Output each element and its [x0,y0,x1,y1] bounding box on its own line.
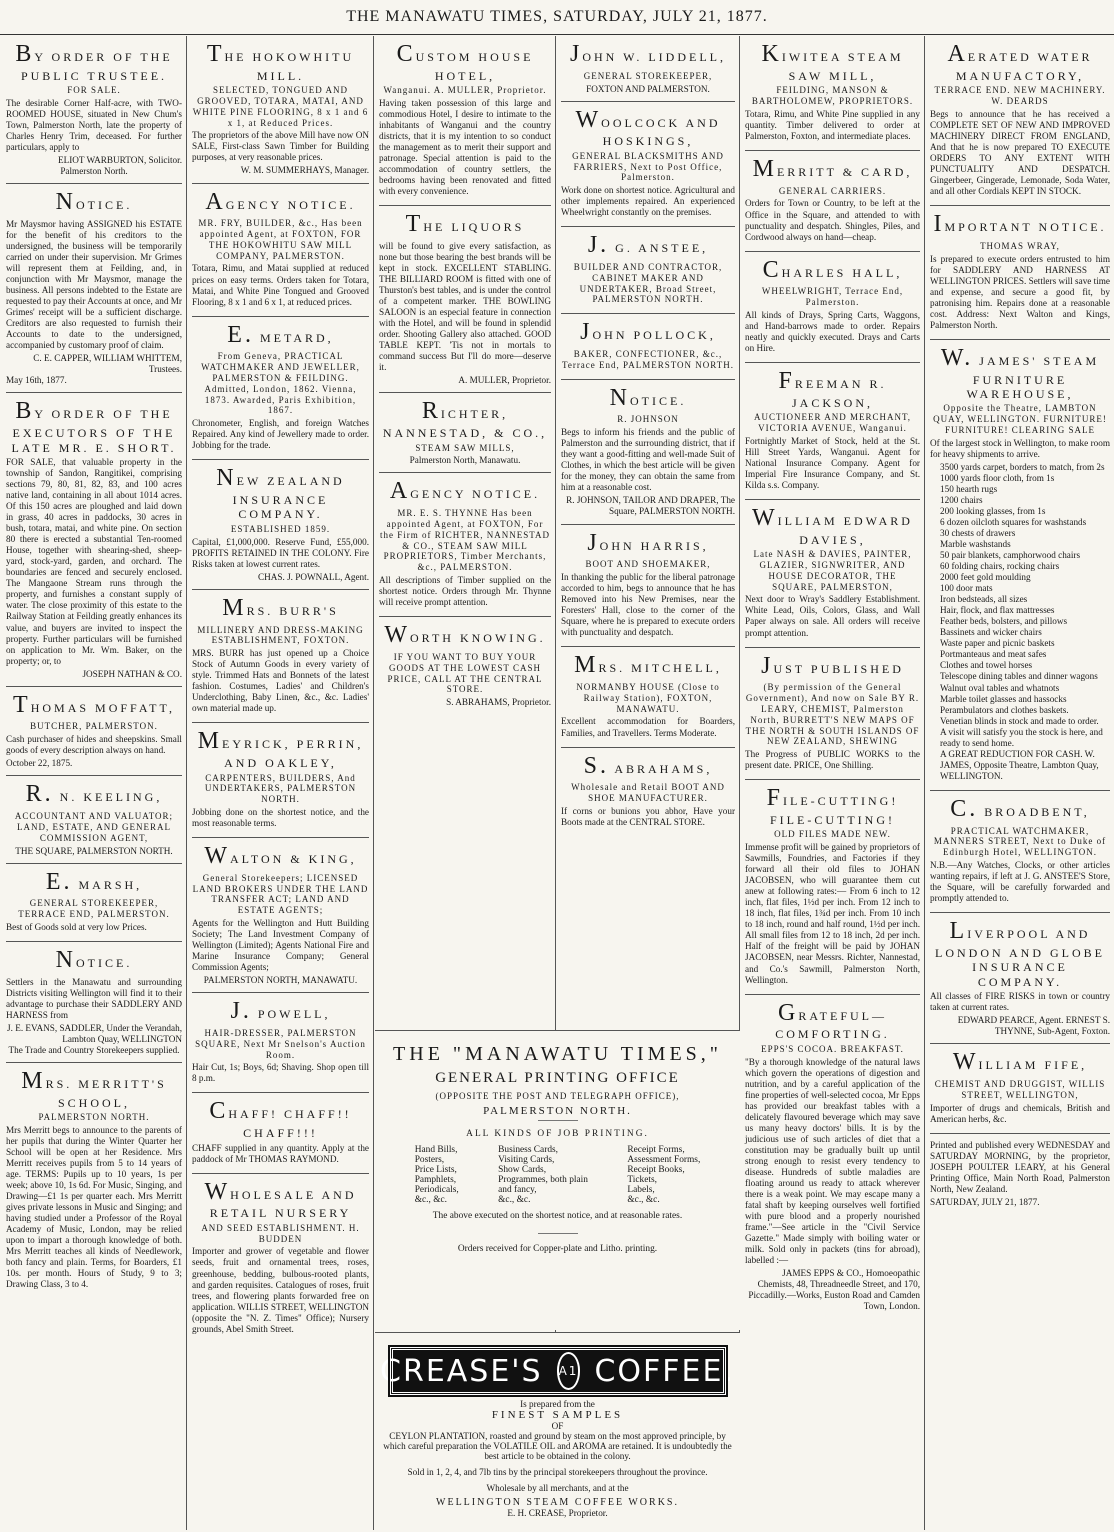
ad-place: Palmerston North, Manawatu. [409,455,521,466]
advertisement [561,525,735,648]
ad-list-item: 2000 feet gold moulding [940,572,1031,583]
ad-list-item: 6 dozen oilcloth squares for washstands [940,517,1087,528]
advertisement [745,36,920,151]
advertisement [192,36,369,184]
ad-heading: FILE-CUTTING! FILE-CUTTING! [766,785,899,827]
coffee-line-5: Sold in 1, 2, 4, and 7lb tins by the principal storekeepers throughout the province. [407,1467,708,1477]
job-item: &c., &c. [498,1195,531,1205]
advertisement [192,1093,369,1173]
ad-date: SATURDAY, JULY 21, 1877. [930,1196,1040,1207]
advertisement [6,36,182,184]
ad-heading: WORTH KNOWING. [384,622,546,649]
ad-subheading: STEAM SAW MILLS, [415,442,515,453]
advertisement [745,995,920,1319]
ad-subheading: THOMAS WRAY, [980,240,1060,251]
coffee-line-7: WELLINGTON STEAM COFFEE WORKS. [436,1497,679,1508]
ad-heading: WILLIAM EDWARD DAVIES, [752,505,913,547]
ad-body: Of the largest stock in Wellington, to make room for heavy shipments to arrive. [930,437,1110,459]
ad-heading: THE LIQUORS [405,211,525,238]
ad-heading: NOTICE. [55,189,133,216]
coffee-line-4: CEYLON PLANTATION, roasted and ground by steam on the most approved principle, by which careful preparation the VOLATILE OIL and AROMA are retained. It is undoubtedly the best article to be obtained in the colony. [383,1431,732,1461]
advertisement [192,460,369,590]
advertisement [561,380,735,525]
ad-heading: NOTICE. [609,384,687,411]
ad-heading: MERRITT & CARD, [752,155,913,182]
ad-subheading: AUCTIONEER AND MERCHANT, VICTORIA AVENUE, Wanganui. [753,412,912,434]
ad-body: Totara, Rimu, and White Pine supplied in any quantity. Timber delivered to order at Palmerston, Foxton, and intermediate places. [745,108,920,141]
advertisement [561,227,735,314]
column-2 [188,36,374,1530]
advertisement [379,393,551,473]
ad-list-item: Walnut oval tables and whatnots [940,682,1060,693]
advertisement [6,184,182,393]
crease-coffee-ad [375,1332,740,1530]
ad-heading: MRS. MITCHELL, [574,652,722,679]
ad-list-item: Clothes and towel horses [940,660,1033,671]
advertisement [192,838,369,993]
ad-subheading: General Storekeepers; LICENSED LAND BROKERS UNDER THE LAND TRANSFER ACT; LAND AND ESTATE AGENTS; [192,872,369,916]
advertisement [930,1044,1110,1133]
job-item: Price Lists, [414,1165,457,1175]
job-item: Labels, [627,1185,655,1195]
coffee-line-8: E. H. CREASE, Proprietor. [507,1508,608,1518]
ad-heading: MRS. BURR'S [222,594,339,621]
ad-heading: R. N. KEELING, [25,781,163,808]
ad-place: Palmerston North. [60,166,128,177]
ad-body: Jobbing done on the shortest notice, and the most reasonable terms. [192,806,369,828]
ad-body: Next door to Wray's Saddlery Establishment. White Lead, Oils, Colors, Glass, and Wall Paper always on sale. All orders will receive prompt attention. [745,594,920,638]
ad-subheading: MR. E. S. THYNNE Has been appointed Agent, at FOXTON, For the Firm of RICHTER, NANNESTAD & CO., STEAM SAW MILL PROPRIETORS, Timber Merchants, &c., PALMERSTON. [379,508,551,573]
ad-heading: J. G. ANSTEE, [587,232,709,259]
advertisement [745,500,920,648]
advertisement [6,393,182,686]
ad-subheading: (By permission of the General Government), And now on Sale BY R. LEARY, CHEMIST, Palmerston North, BURRETT'S NEW MAPS OF THE NORTH & SOUTH ISLANDS OF NEW ZEALAND, SHEWING [745,682,920,747]
ad-body: Excellent accommodation for Boarders, Families, and Travellers. Terms Moderate. [561,716,735,738]
ad-body: Best of Goods sold at very low Prices. [6,921,147,932]
ad-body: Importer of drugs and chemicals, British and American herbs, &c. [930,1102,1110,1124]
ad-signature: R. JOHNSON, TAILOR AND DRAPER, The Square, PALMERSTON NORTH. [566,495,735,517]
job-item: Periodicals, [414,1185,459,1195]
ad-subheading: CHEMIST AND DRUGGIST, WILLIS STREET, WELLINGTON, [934,1078,1106,1100]
ad-body: The desirable Corner Half-acre, with TWO-ROOMED HOUSE, situated in New Chum's Town, Palmerston North, late the property of Charles Henry Trim, deceased. For further particulars, apply to [6,97,182,153]
advertisement [745,648,920,781]
printing-place: PALMERSTON NORTH. [483,1105,632,1117]
coffee-line-3: OF [551,1421,564,1431]
advertisement [561,647,735,747]
ad-subheading: OLD FILES MADE NEW. [774,829,891,840]
job-item: Posters, [414,1155,445,1165]
job-item: Assessment Forms, [627,1155,701,1165]
job-item: Business Cards, [498,1145,559,1155]
ad-heading: CHARLES HALL, [762,256,903,283]
ad-list [930,462,1110,782]
ad-subheading: BUILDER AND CONTRACTOR, CABINET MAKER AND UNDERTAKER, Broad Street, PALMERSTON NORTH. [573,262,723,305]
ad-subheading: GENERAL STOREKEEPER, [583,70,713,81]
ad-heading: BY ORDER OF THE PUBLIC TRUSTEE. [15,41,173,83]
ad-subheading: HAIR-DRESSER, PALMERSTON SQUARE, Next Mr Snelson's Auction Room. [195,1027,366,1060]
advertisement [192,590,369,724]
ad-heading: AGENCY NOTICE. [205,188,356,215]
ad-list-item: A GREAT REDUCTION FOR CASH. W. JAMES, Opposite Theatre, Lambton Quay, WELLINGTON. [940,748,1099,781]
job-item: Visiting Cards, [498,1155,555,1165]
ad-subheading: IF YOU WANT TO BUY YOUR GOODS AT THE LOWEST CASH PRICE, CALL AT THE CENTRAL STORE. [387,651,543,695]
ad-heading: GRATEFUL—COMFORTING. [775,999,890,1042]
ad-body: Settlers in the Manawatu and surrounding Districts visiting Wellington will find it to their advantage to purchase their SADDLERY AND HARNESS from [6,976,182,1020]
advertisement [561,102,735,228]
ad-signature: JAMES EPPS & CO., Homoeopathic Chemists, 48, Threadneedle Street, and 170, Piccadilly.—Works, Euston Road and Camden Town, London. [748,1268,920,1312]
ad-body: Mr Maysmor having ASSIGNED his ESTATE for the benefit of his creditors to the undersigned, the business will be temporarily carried on under their supervision. Mr Grimes will represent them at Feilding, and, in conjunction with Mr Maysmor, manage the business. All persons indebted to the Estate are requested to pay their Accounts at once, and Mr Grimes' receipt will be a sufficient discharge. Creditors are also requested to furnish their Accounts to date to the undersigned, accompanied by customary proof of claim. [6,219,182,351]
ad-signature: A. MULLER, Proprietor. [458,375,551,386]
ad-list-item: 200 looking glasses, from 1s [940,506,1046,516]
advertisement [379,36,551,206]
ad-subheading: MILLINERY AND DRESS-MAKING ESTABLISHMENT, FOXTON. [197,624,364,646]
ad-body: Begs to inform his friends and the public of Palmerston and the surrounding district, that if they want a good-fitting and well-made Suit of Clothes, in which the best article will be given for the money, they can obtain the same from him at a reasonable cost. [561,427,735,493]
column-1 [2,36,187,1530]
ad-heading: AGENCY NOTICE. [389,478,541,505]
ad-heading: JOHN W. LIDDELL, [570,41,726,67]
ad-heading: NOTICE. [55,947,133,973]
ad-body: If corns or bunions you abhor, Have your Boots made at the CENTRAL STORE. [561,805,735,827]
ad-subheading: CARPENTERS, BUILDERS, And UNDERTAKERS, PALMERSTON NORTH. [204,772,357,805]
ad-body: Having taken possession of this large and commodious Hotel, I desire to intimate to the inhabitants of Wanganui and the country districts, that it is my intention to so conduct the management as to merit their support and patronage. Special attention is paid to the accommodation of country settlers, the bedrooms having been renovated and fitted with every convenience. [379,97,551,197]
ad-list-item: 60 folding chairs, rocking chairs [940,561,1060,572]
ad-heading: WALTON & KING, [204,843,357,869]
advertisement [6,942,182,1063]
ad-subheading: SELECTED, TONGUED AND GROOVED, TOTARA, MATAI, AND WHITE PINE FLOORING, 8 x 1 and 6 x 1, at Reduced Prices. [192,85,369,128]
advertisement [930,340,1110,791]
ad-body: In thanking the public for the liberal patronage accorded to him, begs to announce that he has Removed into his New Premises, near the Foresters' Hall, close to the corner of the Square, where he is prepared to execute orders with punctuality and despatch. [561,572,735,638]
ad-list-item: Hair, flock, and flax mattresses [940,605,1055,616]
ad-heading: JOHN POLLOCK, [580,319,716,346]
ad-subheading: ESTABLISHED 1859. [230,523,331,534]
ad-subheading: FEILDING, MANSON & BARTHOLOMEW, PROPRIETORS. [751,85,914,106]
ad-body: Orders for Town or Country, to be left at the Office in the Square, and attended to with punctuality and despatch. Shingles, Piles, and Cordwood always on hand—cheap. [745,198,920,242]
masthead: THE MANAWATU TIMES, SATURDAY, JULY 21, 1877. [0,0,1114,35]
advertisement [192,723,369,838]
ad-list-item: 100 door mats [940,583,993,594]
coffee-banner-right: COFFEE. [594,1353,735,1389]
job-list-col-b [498,1145,588,1205]
advertisement [561,314,735,379]
ad-subheading: From Geneva, PRACTICAL WATCHMAKER AND JEWELLER, PALMERSTON & FEILDING. Admitted, London, 1862. Vienna, 1873. Awarded, Paris Exhibition, 1867. [201,351,360,416]
ad-body: "By a thorough knowledge of the natural laws which govern the operations of digestion and nutrition, and by a careful application of the fine properties of well-selected cocoa, Mr Epps has provided our breakfast tables with a delicately flavoured beverage which may save us many heavy doctors' bills. It is by the judicious use of such articles of diet that a constitution may be gradually built up until strong enough to resist every tendency to disease. Hundreds of subtle maladies are floating around us ready to attack wherever there is a weak point. We may escape many a fatal shaft by keeping ourselves well fortified with pure blood and a properly nourished frame."—See article in the "Civil Service Gazette." Made simply with boiling water or milk. Sold only in packets (tins for abroad), labelled :— [745,1056,920,1266]
advertisement [745,151,920,252]
ad-heading: E. MARSH, [45,868,143,895]
advertisement [379,206,551,393]
ad-subheading: ACCOUNTANT AND VALUATOR; LAND, ESTATE, AND GENERAL COMMISSION AGENT, [14,811,174,843]
ad-list-item: 50 pair blankets, camphorwood chairs [940,550,1081,561]
ad-list-item: Venetian blinds in stock and made to order. [940,715,1099,726]
job-item: Receipt Books, [627,1165,685,1175]
ad-heading: W. JAMES' STEAM FURNITURE WAREHOUSE, [940,344,1100,402]
ad-signature: JOSEPH NATHAN & CO. [82,668,182,679]
job-item: &c., &c. [414,1195,447,1205]
ad-subheading: PALMERSTON NORTH. [38,1112,150,1123]
ad-heading: CUSTOM HOUSE HOTEL, [396,41,534,83]
ad-subheading: Wholesale and Retail BOOT AND SHOE MANUFACTURER. [571,782,725,804]
ad-body: All descriptions of Timber supplied on the shortest notice. Orders through Mr. Thynne will receive prompt attention. [379,575,551,608]
ad-signature: C. E. CAPPER, WILLIAM WHITTEM, Trustees. [33,353,182,375]
coffee-banner-left: CREASE'S [380,1353,543,1389]
advertisement [379,617,551,714]
ad-heading: WHOLESALE AND RETAIL NURSERY [204,1178,357,1221]
column-5 [741,36,925,1530]
ad-signature: W. M. SUMMERHAYS, Manager. [240,165,369,176]
job-item: Pamphlets, [414,1175,457,1185]
ad-place: THE SQUARE, PALMERSTON NORTH. [15,845,173,856]
ad-body: MRS. BURR has just opened up a Choice Stock of Autumn Goods in every variety of style. Trimmed Hats and Bonnets of the latest fashion. Costumes, Ladies' and Children's Underclothing, Baby Linen, &c., &c. Ladies' own material made up. [192,648,369,714]
job-item: Hand Bills, [414,1145,458,1155]
coffee-banner [380,1347,735,1395]
ad-signature: CHAS. J. POWNALL, Agent. [257,571,369,582]
coffee-line-2: FINEST SAMPLES [491,1409,624,1421]
ad-heading: MRS. MERRITT'S SCHOOL, [21,1068,167,1110]
advertisement [6,776,182,863]
advertisement [745,780,920,994]
ad-body: Begs to announce that he has received a COMPLETE SET OF NEW AND IMPROVED MACHINERY DIRECT FROM ENGLAND, And that he is now prepared TO EXECUTE ORDERS TO ANY EXTENT WITH PUNCTUALITY AND DESPATCH. Gingerbeer, Gingerade, Lemonade, Soda Water, and all other Cordials KEPT IN STOCK. [930,108,1110,196]
job-item: and fancy, [498,1185,537,1195]
ad-heading: THE HOKOWHITU MILL. [206,41,355,83]
ad-subheading: WHEELWRIGHT, Terrace End, Palmerston. [761,286,904,308]
printing-office-ad [375,1030,740,1330]
advertisement [6,864,182,942]
ad-list-item: A visit will satisfy you the stock is here, and ready to send home. [940,726,1103,748]
ad-heading: E. METARD, [227,321,334,348]
ad-heading: THOMAS MOFFATT, [13,691,175,718]
column-6 [926,36,1114,1530]
ad-place: The Trade and Country Storekeepers supplied. [8,1044,180,1055]
ad-body: Is prepared to execute orders entrusted to him for SADDLERY AND HARNESS AT WELLINGTON PRICES. Settlers will save time and expense, and secure a good fit, by patronising him. Repairs done at a reasonable cost. Address: Next Walton and Kings, Palmerston North. [930,253,1110,330]
ad-heading: CHAFF! CHAFF!! CHAFF!!! [209,1098,352,1141]
ad-body: Immense profit will be gained by proprietors of Sawmills, Foundries, and Factories if they forward all their old files to JOHAN JACOBSEN, who will guarantee them cut anew at following rates:— From 6 inch to 12 inch, flat files, 1½d per inch. From 12 inch to 18 inch, flat files, 1¾d per inch. From 10 inch to 18 inch, round and half round, 1½d per inch. All small files from 12 to 18 inch, 2d per inch. Half of the freight will be paid by JOHAN JACOBSEN, near Messrs. Richter, Nannestad, and Co.'s Sawmill, Palmerston North, Wellington. [745,842,920,985]
ad-body: N.B.—Any Watches, Clocks, or other articles wanting repairs, if left at J. G. ANSTEE'S Store, the Square, will be carefully forwarded and promptly attended to. [930,859,1110,904]
advertisement [745,363,920,500]
ad-list-item: Feather beds, bolsters, and pillows [940,616,1068,627]
printing-note: The above executed on the shortest notice, and at reasonable rates. [432,1211,683,1221]
ad-body: FOR SALE, that valuable property in the township of Sandon, Rangitikei, comprising sections 79, 80, 81, 82, 83, and 100 acres native land, containing in all about 1014 acres. Of this 150 acres are ploughed and laid down in grass, 40 acres in paddocks, 30 acres in bush, totara, matai, and white pine. On section 80 there is erected a substantial Ten-roomed House, together with shearing-shed, sheep-yard, stock-yard, garden, and orchard. The boundaries are fenced and securely enclosed. The Mangaone Stream runs through the property, and furnishes a constant supply of water. The close proximity of this estate to the Railway Station at Feilding greatly enhances its value, and buyers are invited to inspect the property. Further particulars will be furnished on application to Mr. Wm. Baker, on the property; or, to [6,457,182,666]
ad-body: CHAFF supplied in any quantity. Apply at the paddock of Mr THOMAS RAYMOND. [192,1142,369,1164]
ad-list-item: 1200 chairs [940,494,983,505]
ad-date: October 22, 1875. [6,758,73,769]
advertisement [192,993,369,1093]
ad-list-item: 30 chests of drawers [940,528,1016,539]
advertisement [192,1174,369,1343]
ad-heading: BY ORDER OF THE EXECUTORS OF THE LATE MR. E. SHORT. [11,398,177,455]
ad-subheading: GENERAL BLACKSMITHS AND FARRIERS, Next to Post Office, Palmerston. [572,150,724,183]
ad-body: will be found to give every satisfaction, as none but those bearing the best brands will be kept in stock. EXCELLENT STABLING. THE BILLIARD ROOM is fitted with one of Thurston's best tables, and is under the control of a competent marker. THE BOWLING SALOON is an especial feature in connection with the Hotel, and will be found in splendid order. Shooting Gallery also attached. GOOD TABLE KEPT. 'Tis not in mortals to command success But I'll do more—deserve it. [379,241,551,373]
job-item: Receipt Forms, [627,1145,685,1155]
job-item: Programmes, both plain [498,1175,588,1185]
ad-body: The proprietors of the above Mill have now ON SALE, First-class Sawn Timber for Building purposes, at very reasonable prices. [192,130,369,163]
ad-body: Capital, £1,000,000. Reserve Fund, £55,000. PROFITS RETAINED IN THE COLONY. Fire Risks taken at lowest current rates. [192,536,369,569]
job-list-col-c [627,1145,700,1205]
ad-heading: LIVERPOOL AND LONDON AND GLOBE INSURANCE COMPANY. [935,918,1105,989]
ad-heading: WOOLCOCK AND HOSKINGS, [575,106,721,149]
ad-subheading: AND SEED ESTABLISHMENT. H. BUDDEN [201,1222,360,1244]
ad-signature: EDWARD PEARCE, Agent. ERNEST S. THYNNE, Sub-Agent, Foxton. [957,1015,1110,1037]
ad-body: Work done on shortest notice. Agricultural and other implements repaired. An experienced Wheelwright constantly on the premises. [561,185,735,218]
ad-list-item: Marble washstands [940,539,1011,550]
advertisement [192,184,369,317]
ad-list-item: Portmanteaus and meat safes [940,649,1047,660]
ad-subheading: TERRACE END. NEW MACHINERY. W. DEARDS [934,85,1106,106]
ad-heading: FREEMAN R. JACKSON, [778,368,887,410]
ad-list-item: Marble toilet glasses and hassocks [940,693,1067,704]
coffee-line-6: Wholesale by all merchants, and at the [486,1483,629,1493]
printing-subtitle: GENERAL PRINTING OFFICE [435,1070,680,1086]
ad-list-item: 1000 yards floor cloth, from 1s [940,472,1055,483]
ad-body: All classes of FIRE RISKS in town or country taken at current rates. [930,991,1110,1013]
advertisement [379,473,551,617]
ad-subheading: MR. FRY, BUILDER, &c., Has been appointed Agent, at FOXTON, FOR THE HOKOWHITU SAW MILL COMPANY, PALMERSTON. [198,218,363,261]
ad-list-item: Waste paper and picnic baskets [940,638,1055,649]
ad-subheading: BOOT AND SHOEMAKER, [585,559,711,570]
ad-heading: AERATED WATER MANUFACTORY, [947,41,1093,83]
advertisement [192,317,369,461]
ad-subheading: EPPS'S COCOA. BREAKFAST. [761,1043,904,1054]
ad-subheading: GENERAL CARRIERS. [778,185,887,196]
job-item: &c., &c. [627,1195,660,1205]
ad-body: Chronometer, English, and foreign Watches Repaired. Any kind of Jewellery made to order. Jobbing for the trade. [192,418,369,451]
ad-heading: NEW ZEALAND INSURANCE COMPANY. [216,465,345,522]
ad-list-item: 150 hearth rugs [940,483,998,494]
ad-signature: J. E. EVANS, SADDLER, Under the Verandah, Lambton Quay, WELLINGTON [7,1022,182,1044]
ad-body: Agents for the Wellington and Hutt Building Society; The Land Investment Company of Wellington (Limited); Agents National Fire and Marine Insurance Company; General Commission Agents; [192,917,369,973]
ad-signature: ELIOT WARBURTON, Solicitor. [58,155,182,166]
ad-subheading: PRACTICAL WATCHMAKER, MANNERS STREET, Next to Duke of Edinburgh Hotel, WELLINGTON. [933,825,1107,858]
ad-place: PALMERSTON NORTH, MANAWATU. [203,975,358,986]
advertisement [930,206,1110,340]
ad-date: May 16th, 1877. [6,375,67,386]
ad-heading: C. BROADBENT, [950,795,1090,822]
ad-subheading: Opposite the Theatre, LAMBTON QUAY, WELLINGTON. FURNITURE! FURNITURE! CLEARING SALE [933,403,1107,436]
advertisement [6,687,182,777]
ad-heading: RICHTER, NANNESTAD, & CO., [382,398,548,441]
ad-heading: WILLIAM FIFE, [952,1049,1088,1076]
printing-address: (OPPOSITE THE POST AND TELEGRAPH OFFICE), [435,1091,680,1101]
ad-signature: S. ABRAHAMS, Proprietor. [446,697,551,708]
advertisement [6,1063,182,1298]
ad-body: Mrs Merritt begs to announce to the parents of her pupils that during the Winter Quarter her School will be open at her Residence. Mrs Merritt receives pupils from 5 to 14 years of age. TERMS: Pupils up to 10 years, 1s per week; above 10, 1s 6d. For Music, Singing, and Drawing—£1 1s per quarter each. Mrs Merritt gives private lessons in Music and Singing; and having studied under a Professor of the Royal Academy of Music, London, may be relied upon to impart a thorough knowledge of both. Mrs Merritt teaches all kinds of Needlework, both fancy and plain. Terms, for Boarders, £1 10s. per month. Hours of Study, 9 to 3; Drawing Class, 3 to 4. [6,1125,182,1290]
ad-heading: KIWITEA STEAM SAW MILL, [761,41,904,83]
ad-list-item: 3500 yards carpet, borders to match, from 2s [940,461,1105,472]
ad-subheading: Wanganui. A. MULLER, Proprietor. [383,85,547,96]
ad-list-item: Bassinets and wicker chairs [940,627,1042,638]
ad-heading: IMPORTANT NOTICE. [933,211,1107,238]
ad-heading: JUST PUBLISHED [761,652,904,679]
advertisement [745,252,920,364]
ad-subheading: GENERAL STOREKEEPER, TERRACE END, PALMERSTON. [18,898,170,920]
ad-body: Fortnightly Market of Stock, held at the St. Hill Street Yards, Wanganui. Agent for National Insurance Company. Agent for Imperial Fire Insurance Company, and St. Kilda s.s. Company. [745,435,920,491]
ad-list-item: Iron bedsteads, all sizes [940,594,1028,605]
ad-subheading: R. JOHNSON [617,414,679,425]
advertisement [561,748,735,836]
ad-list-item: Perambulators and clothes baskets. [940,704,1069,715]
ad-heading: MEYRICK, PERRIN, AND OAKLEY, [197,728,364,771]
ad-heading: S. ABRAHAMS, [583,752,713,779]
job-item: Tickets, [627,1175,657,1185]
ad-list-item: Telescope dining tables and dinner wagons [940,671,1098,682]
ad-heading: JOHN HARRIS, [587,529,709,556]
advertisement [930,791,1110,913]
ad-body: Importer and grower of vegetable and flower seeds, fruit and ornamental trees, roses, greenhouse, bedding, bulbous-rooted plants, and garden requisites. Catalogues of roses, fruit trees, and flowering plants forwarded free on application. WILLIS STREET, WELLINGTON (opposite the "N. Z. Times" Office); Nursery grounds, Abel Smith Street. [192,1246,369,1334]
printing-title: THE "MANAWATU TIMES," [393,1043,722,1065]
ad-body: Cash purchaser of hides and sheepskins. Small goods of every description always on hand. [6,734,182,756]
job-list-col-a [415,1145,459,1205]
printing-kinds: ALL KINDS OF JOB PRINTING. [466,1129,649,1139]
ad-subheading: BAKER, CONFECTIONER, &c., Terrace End, PALMERSTON NORTH. [561,349,735,370]
advertisement [930,36,1110,206]
ad-place: FOXTON AND PALMERSTON. [586,83,710,94]
job-item: Show Cards, [498,1165,547,1175]
ad-body: Hair Cut, 1s; Boys, 6d; Shaving. Shop open till 8 p.m. [192,1062,369,1084]
a1-badge-icon: A1 [557,1352,581,1390]
ad-subheading: BUTCHER, PALMERSTON. [30,721,158,732]
ad-body: Printed and published every WEDNESDAY and SATURDAY MORNING, by the proprietor, JOSEPH POULTER LEARY, at his General Printing Office, Main North Road, Palmerston North, New Zealand. [930,1139,1110,1194]
ad-heading: J. POWELL, [230,998,331,1025]
ad-body: Totara, Rimu, and Matai supplied at reduced prices on easy terms. Orders taken for Totara, Matai, and White Pine Tongued and Grooved Flooring, 8 x 1 and 6 x 1, at reduced prices. [192,263,369,307]
advertisement [930,1134,1110,1214]
coffee-line-1: Is prepared from the [520,1399,595,1409]
ad-subheading: Late NASH & DAVIES, PAINTER, GLAZIER, SIGNWRITER, AND HOUSE DECORATOR, THE SQUARE, PALMERSTON, [753,549,912,592]
printing-orders: Orders received for Copper-plate and Litho. printing. [457,1244,658,1254]
advertisement [561,36,735,102]
ad-subheading: NORMANBY HOUSE (Close to Railway Station), FOXTON, MANAWATU. [576,682,720,714]
ad-body: The Progress of PUBLIC WORKS to the present date. PRICE, One Shilling. [745,749,920,771]
ad-subheading: FOR SALE. [67,85,121,96]
job-list [395,1145,720,1205]
ad-body: All kinds of Drays, Spring Carts, Waggons, and Hand-barrows made to order. Repairs neatly and quickly executed. Drays and Carts on Hire. [745,309,920,354]
advertisement [930,913,1110,1044]
